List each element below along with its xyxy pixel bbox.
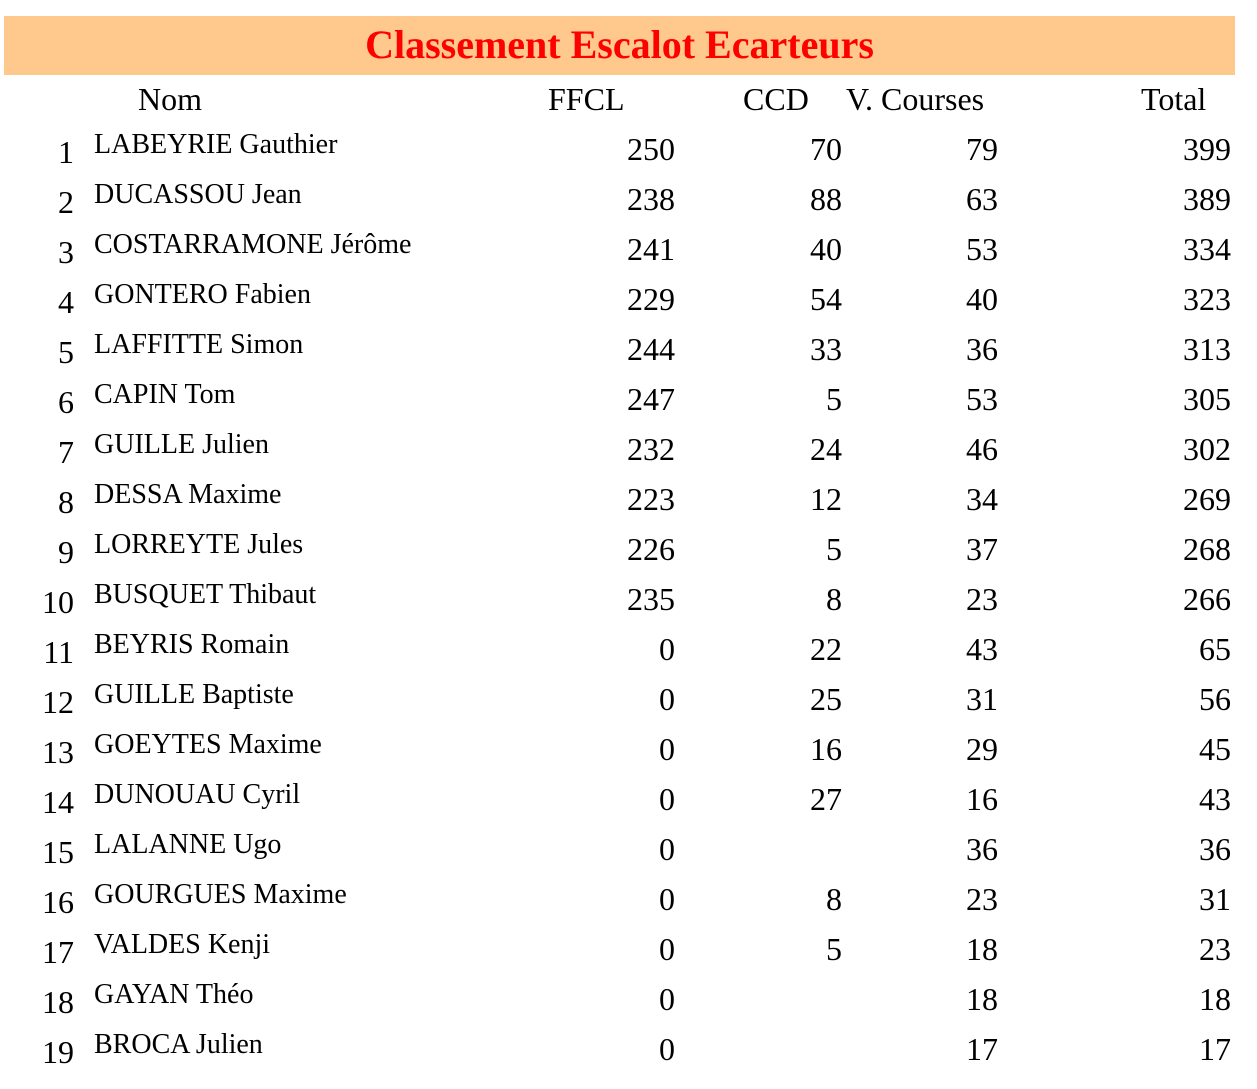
ccd-cell: 27 — [810, 781, 842, 817]
total-cell: 399 — [1183, 131, 1231, 167]
title-bar — [4, 16, 1235, 75]
v-courses-cell: 29 — [966, 731, 998, 767]
page-title: Classement Escalot Ecarteurs — [365, 21, 874, 67]
ffcl-cell: 226 — [627, 531, 675, 567]
total-cell: 323 — [1183, 281, 1231, 317]
rank-cell: 4 — [58, 284, 74, 320]
ccd-cell: 24 — [810, 431, 842, 467]
ffcl-cell: 223 — [627, 481, 675, 517]
rank-cell: 6 — [58, 384, 74, 420]
table-row — [0, 624, 1257, 674]
total-cell: 23 — [1199, 931, 1231, 967]
rank-cell: 16 — [42, 884, 74, 920]
name-cell: BEYRIS Romain — [94, 629, 290, 660]
v-courses-cell: 36 — [966, 831, 998, 867]
rank-cell: 17 — [42, 934, 74, 970]
v-courses-cell: 79 — [966, 131, 998, 167]
total-cell: 266 — [1183, 581, 1231, 617]
rank-cell: 9 — [58, 534, 74, 570]
ccd-cell: 70 — [810, 131, 842, 167]
ffcl-cell: 0 — [659, 831, 675, 867]
table-row — [0, 174, 1257, 224]
table-row — [0, 924, 1257, 974]
total-cell: 268 — [1183, 531, 1231, 567]
ccd-cell: 22 — [810, 631, 842, 667]
v-courses-cell: 34 — [966, 481, 998, 517]
total-cell: 389 — [1183, 181, 1231, 217]
name-cell: LABEYRIE Gauthier — [94, 129, 338, 160]
column-header-ccd: CCD — [743, 81, 809, 117]
v-courses-cell: 17 — [966, 1031, 998, 1067]
name-cell: GAYAN Théo — [94, 979, 254, 1010]
table-row — [0, 1024, 1257, 1074]
table-row — [0, 474, 1257, 524]
v-courses-cell: 40 — [966, 281, 998, 317]
total-cell: 18 — [1199, 981, 1231, 1017]
name-cell: DESSA Maxime — [94, 479, 282, 510]
rank-cell: 1 — [58, 134, 74, 170]
ccd-cell: 5 — [826, 931, 842, 967]
total-cell: 313 — [1183, 331, 1231, 367]
v-courses-cell: 63 — [966, 181, 998, 217]
v-courses-cell: 18 — [966, 931, 998, 967]
ccd-cell: 8 — [826, 881, 842, 917]
v-courses-cell: 18 — [966, 981, 998, 1017]
ffcl-cell: 0 — [659, 881, 675, 917]
rank-cell: 10 — [42, 584, 74, 620]
table-row — [0, 774, 1257, 824]
rank-cell: 5 — [58, 334, 74, 370]
table-row — [0, 874, 1257, 924]
table-row — [0, 224, 1257, 274]
v-courses-cell: 23 — [966, 581, 998, 617]
rank-cell: 12 — [42, 684, 74, 720]
name-cell: CAPIN Tom — [94, 379, 236, 410]
name-cell: BROCA Julien — [94, 1029, 263, 1060]
total-cell: 56 — [1199, 681, 1231, 717]
ccd-cell: 33 — [810, 331, 842, 367]
ccd-cell: 5 — [826, 381, 842, 417]
rank-cell: 8 — [58, 484, 74, 520]
table-row — [0, 124, 1257, 174]
ffcl-cell: 238 — [627, 181, 675, 217]
ccd-cell: 40 — [810, 231, 842, 267]
v-courses-cell: 37 — [966, 531, 998, 567]
table-row — [0, 574, 1257, 624]
ffcl-cell: 229 — [627, 281, 675, 317]
v-courses-cell: 16 — [966, 781, 998, 817]
ranking-table — [0, 124, 1257, 1074]
table-row — [0, 424, 1257, 474]
rank-cell: 13 — [42, 734, 74, 770]
ffcl-cell: 0 — [659, 681, 675, 717]
name-cell: DUCASSOU Jean — [94, 179, 302, 210]
rank-cell: 7 — [58, 434, 74, 470]
v-courses-cell: 23 — [966, 881, 998, 917]
table-row — [0, 524, 1257, 574]
total-cell: 31 — [1199, 881, 1231, 917]
name-cell: BUSQUET Thibaut — [94, 579, 317, 610]
ffcl-cell: 0 — [659, 731, 675, 767]
ffcl-cell: 0 — [659, 981, 675, 1017]
rank-cell: 15 — [42, 834, 74, 870]
name-cell: GOURGUES Maxime — [94, 879, 347, 910]
rank-cell: 2 — [58, 184, 74, 220]
v-courses-cell: 31 — [966, 681, 998, 717]
total-cell: 65 — [1199, 631, 1231, 667]
table-row — [0, 274, 1257, 324]
total-cell: 45 — [1199, 731, 1231, 767]
total-cell: 302 — [1183, 431, 1231, 467]
column-header-nom: Nom — [138, 81, 202, 117]
total-cell: 334 — [1183, 231, 1231, 267]
rank-cell: 11 — [43, 634, 74, 670]
name-cell: LAFFITTE Simon — [94, 329, 304, 360]
ffcl-cell: 241 — [627, 231, 675, 267]
ccd-cell: 16 — [810, 731, 842, 767]
name-cell: VALDES Kenji — [94, 929, 271, 960]
table-row — [0, 374, 1257, 424]
column-header-total: Total — [1141, 81, 1207, 117]
table-row — [0, 324, 1257, 374]
ffcl-cell: 0 — [659, 631, 675, 667]
v-courses-cell: 36 — [966, 331, 998, 367]
ccd-cell: 8 — [826, 581, 842, 617]
v-courses-cell: 43 — [966, 631, 998, 667]
name-cell: DUNOUAU Cyril — [94, 779, 301, 810]
name-cell: GUILLE Julien — [94, 429, 269, 460]
table-row — [0, 824, 1257, 874]
ffcl-cell: 250 — [627, 131, 675, 167]
ccd-cell: 25 — [810, 681, 842, 717]
rank-cell: 19 — [42, 1034, 74, 1070]
ffcl-cell: 0 — [659, 781, 675, 817]
column-header-v-courses: V. Courses — [846, 81, 985, 117]
name-cell: LORREYTE Jules — [94, 529, 304, 560]
name-cell: GONTERO Fabien — [94, 279, 311, 310]
v-courses-cell: 53 — [966, 381, 998, 417]
name-cell: COSTARRAMONE Jérôme — [94, 229, 412, 260]
table-row — [0, 974, 1257, 1024]
table-row — [0, 724, 1257, 774]
total-cell: 36 — [1199, 831, 1231, 867]
ffcl-cell: 247 — [627, 381, 675, 417]
v-courses-cell: 46 — [966, 431, 998, 467]
name-cell: LALANNE Ugo — [94, 829, 282, 860]
total-cell: 17 — [1199, 1031, 1231, 1067]
ccd-cell: 54 — [810, 281, 842, 317]
total-cell: 43 — [1199, 781, 1231, 817]
ffcl-cell: 235 — [627, 581, 675, 617]
ccd-cell: 88 — [810, 181, 842, 217]
v-courses-cell: 53 — [966, 231, 998, 267]
ccd-cell: 5 — [826, 531, 842, 567]
rank-cell: 3 — [58, 234, 74, 270]
table-row — [0, 674, 1257, 724]
ffcl-cell: 232 — [627, 431, 675, 467]
ffcl-cell: 0 — [659, 1031, 675, 1067]
ccd-cell: 12 — [810, 481, 842, 517]
total-cell: 305 — [1183, 381, 1231, 417]
ffcl-cell: 244 — [627, 331, 675, 367]
ffcl-cell: 0 — [659, 931, 675, 967]
total-cell: 269 — [1183, 481, 1231, 517]
name-cell: GUILLE Baptiste — [94, 679, 294, 710]
rank-cell: 14 — [42, 784, 74, 820]
name-cell: GOEYTES Maxime — [94, 729, 322, 760]
column-header-ffcl: FFCL — [548, 81, 625, 117]
rank-cell: 18 — [42, 984, 74, 1020]
